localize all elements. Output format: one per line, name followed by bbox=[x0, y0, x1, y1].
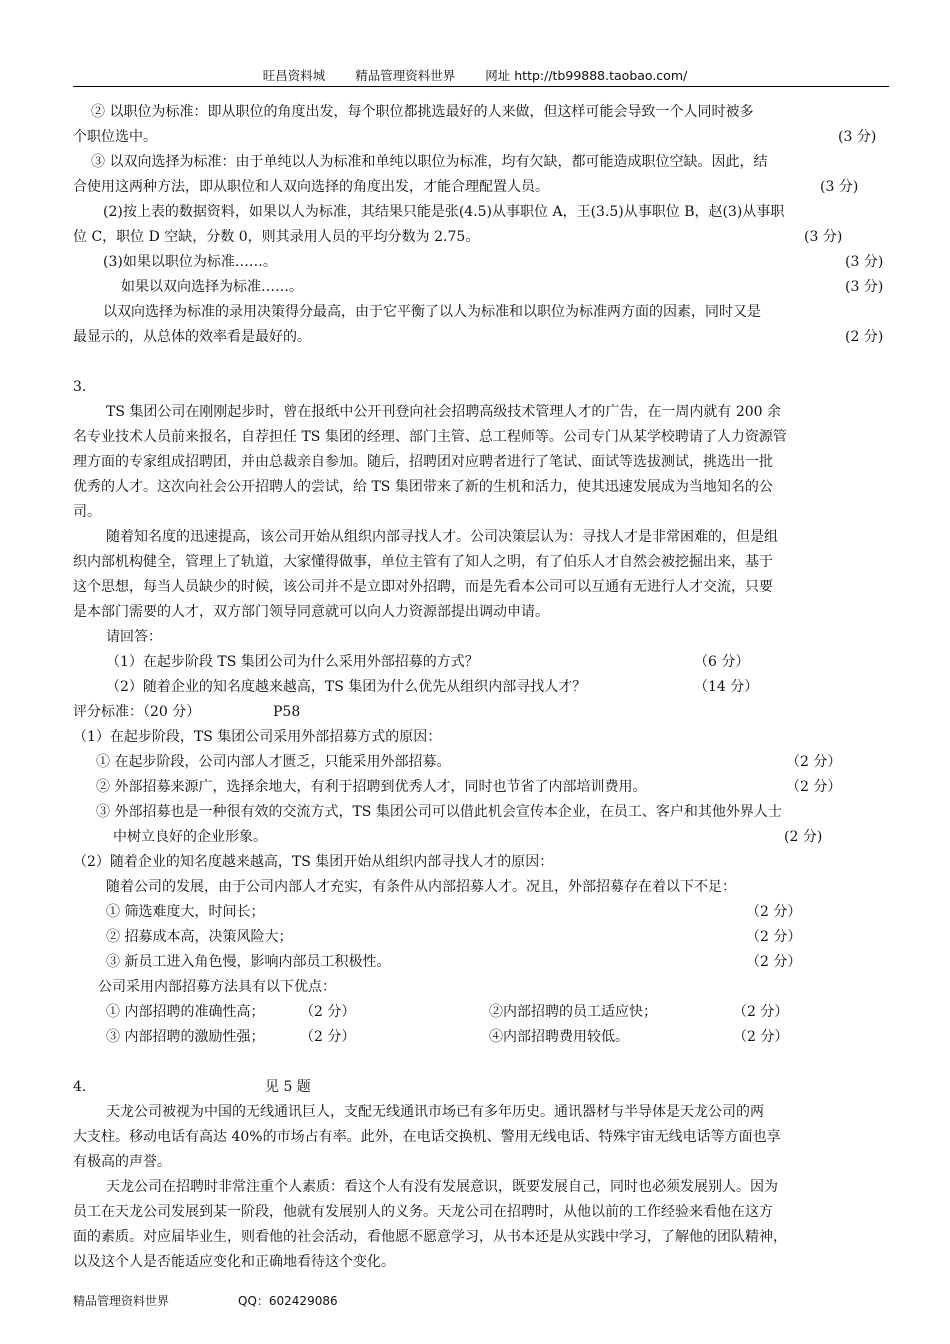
text-line: 天龙公司在招聘时非常注重个人素质：看这个人有没有发展意识，既要发展自己，同时也必须发展别人。因为 bbox=[106, 1179, 778, 1195]
text-line: ① 筛选难度大，时间长； bbox=[106, 904, 265, 920]
text-line: 是本部门需要的人才，双方部门领导同意就可以向人力资源部提出调动申请。 bbox=[73, 604, 549, 620]
advantage-item: ① 内部招聘的准确性高； bbox=[106, 1004, 265, 1020]
question-a: （1）在起步阶段 TS 集团公司为什么采用外部招募的方式？ bbox=[106, 654, 479, 670]
text-line: 公司采用内部招募方法具有以下优点： bbox=[98, 979, 336, 995]
score: (3 分) bbox=[820, 179, 859, 195]
score: (3 分) bbox=[845, 254, 884, 270]
footer-left: 精品管理资料世界 bbox=[73, 1294, 170, 1308]
score: (3 分) bbox=[838, 129, 877, 145]
header-url[interactable]: 网址 http://tb99888.taobao.com/ bbox=[485, 68, 688, 83]
text-line: ③ 新员工进入角色慢，影响内部员工积极性。 bbox=[106, 954, 391, 970]
page-header bbox=[0, 66, 950, 84]
score: （6 分） bbox=[694, 654, 750, 670]
scoring-standard: 评分标准：（20 分） bbox=[73, 704, 201, 720]
score: （2 分） bbox=[746, 904, 802, 920]
text-line: 大支柱。移动电话有高达 40%的市场占有率。此外，在电话交换机、警用无线电话、特殊宇宙无线电话等方面也享 bbox=[73, 1129, 781, 1145]
text-line: 位 C，职位 D 空缺，分数 0，则其录用人员的平均分数为 2.75。 bbox=[73, 229, 480, 245]
text-line: 请回答： bbox=[106, 629, 162, 645]
text-line: 以双向选择为标准的录用决策得分最高，由于它平衡了以人为标准和以职位为标准两方面的因素，同时又是 bbox=[103, 304, 761, 320]
score: （2 分） bbox=[786, 779, 842, 795]
text-line: ① 在起步阶段，公司内部人才匮乏，只能采用外部招募。 bbox=[96, 754, 451, 770]
score: （2 分） bbox=[733, 1029, 789, 1045]
score: (2 分) bbox=[784, 829, 823, 845]
text-line: （1）在起步阶段，TS 集团公司采用外部招募方式的原因： bbox=[73, 729, 442, 745]
score: （2 分） bbox=[786, 754, 842, 770]
text-line: ② 招募成本高，决策风险大； bbox=[106, 929, 293, 945]
text-line: 中树立良好的企业形象。 bbox=[113, 829, 267, 845]
score: (2 分) bbox=[845, 329, 884, 345]
text-line: 有极高的声誉。 bbox=[73, 1154, 171, 1170]
text-line: 随着知名度的迅速提高，该公司开始从组织内部寻找人才。公司决策层认为：寻找人才是非常困难的，但是组 bbox=[106, 529, 778, 545]
text-line: ③ 外部招募也是一种很有效的交流方式，TS 集团公司可以借此机会宣传本企业，在员工、客户和其他外界人士 bbox=[96, 804, 782, 820]
score: （2 分） bbox=[300, 1004, 356, 1020]
question-number: 4. bbox=[73, 1079, 87, 1095]
header-world: 精品管理资料世界 bbox=[355, 68, 456, 83]
text-line: 优秀的人才。这次向社会公开招聘人的尝试，给 TS 集团带来了新的生机和活力，使其迅速发展成为当地知名的公 bbox=[73, 479, 773, 495]
text-line: ② 以职位为标准：即从职位的角度出发，每个职位都挑选最好的人来做，但这样可能会导致一个人同时被多 bbox=[91, 104, 754, 120]
advantage-item: ④内部招聘费用较低。 bbox=[489, 1029, 629, 1045]
text-line: 司。 bbox=[73, 504, 101, 520]
text-line: （2）随着企业的知名度越来越高，TS 集团开始从组织内部寻找人才的原因： bbox=[73, 854, 554, 870]
question-number: 3. bbox=[73, 379, 87, 395]
score: （2 分） bbox=[746, 929, 802, 945]
header-shop: 旺昌资料城 bbox=[262, 68, 326, 83]
score: （14 分） bbox=[694, 679, 759, 695]
score: (3 分) bbox=[804, 229, 843, 245]
text-line: 以及这个人是否能适应变化和正确地看待这个变化。 bbox=[73, 1254, 395, 1270]
text-line: 天龙公司被视为中国的无线通讯巨人，支配无线通讯市场已有多年历史。通讯器材与半导体是天龙公司的两 bbox=[106, 1104, 764, 1120]
text-line: 随着公司的发展，由于公司内部人才充实，有条件从内部招募人才。况且，外部招募存在着以下不足： bbox=[106, 879, 736, 895]
text-line: 这个思想，每当人员缺少的时候，该公司并不是立即对外招聘，而是先看本公司可以互通有无进行人才交流，只要 bbox=[73, 579, 773, 595]
text-line: 最显示的，从总体的效率看是最好的。 bbox=[73, 329, 311, 345]
text-line: 个职位选中。 bbox=[73, 129, 157, 145]
text-line: 如果以双向选择为标准……。 bbox=[121, 279, 303, 295]
see-note: 见 5 题 bbox=[265, 1079, 311, 1095]
text-line: (3)如果以职位为标准……。 bbox=[103, 254, 277, 270]
header-rule bbox=[73, 86, 889, 87]
text-line: 面的素质。对应届毕业生，则看他的社会活动，看他愿不愿意学习，从书本还是从实践中学习，了解他的团队精神， bbox=[73, 1229, 787, 1245]
score: （2 分） bbox=[746, 954, 802, 970]
text-line: 合使用这两种方法，即从职位和人双向选择的角度出发，才能合理配置人员。 bbox=[73, 179, 549, 195]
text-line: ③ 以双向选择为标准：由于单纯以人为标准和单纯以职位为标准，均有欠缺，都可能造成职位空缺。因此，结 bbox=[91, 154, 768, 170]
text-line: 织内部机构健全，管理上了轨道，大家懂得做事，单位主管有了知人之明，有了伯乐人才自然会被挖掘出来，基于 bbox=[73, 554, 773, 570]
text-line: 理方面的专家组成招聘团，并由总裁亲自参加。随后，招聘团对应聘者进行了笔试、面试等选拔测试，挑选出一批 bbox=[73, 454, 773, 470]
question-b: （2）随着企业的知名度越来越高，TS 集团为什么优先从组织内部寻找人才？ bbox=[106, 679, 587, 695]
text-line: ② 外部招募来源广，选择余地大，有利于招聘到优秀人才，同时也节省了内部培训费用。 bbox=[96, 779, 647, 795]
text-line: 员工在天龙公司发展到某一阶段，他就有发展别人的义务。天龙公司在招聘时，从他以前的工作经验来看他在这方 bbox=[73, 1204, 773, 1220]
footer-qq: QQ：602429086 bbox=[238, 1294, 338, 1308]
score: （2 分） bbox=[300, 1029, 356, 1045]
score: （2 分） bbox=[733, 1004, 789, 1020]
text-line: (2)按上表的数据资料，如果以人为标准，其结果只能是张(4.5)从事职位 A，王(3.5)从事职位 B，赵(3)从事职 bbox=[103, 204, 785, 220]
advantage-item: ③ 内部招聘的激励性强； bbox=[106, 1029, 265, 1045]
page-ref: P58 bbox=[273, 704, 301, 720]
text-line: 名专业技术人员前来报名，自荐担任 TS 集团的经理、部门主管、总工程师等。公司专门从某学校聘请了人力资源管 bbox=[73, 429, 787, 445]
advantage-item: ②内部招聘的员工适应快； bbox=[489, 1004, 657, 1020]
score: (3 分) bbox=[845, 279, 884, 295]
text-line: TS 集团公司在刚刚起步时，曾在报纸中公开刊登向社会招聘高级技术管理人才的广告，在一周内就有 200 余 bbox=[106, 404, 781, 420]
